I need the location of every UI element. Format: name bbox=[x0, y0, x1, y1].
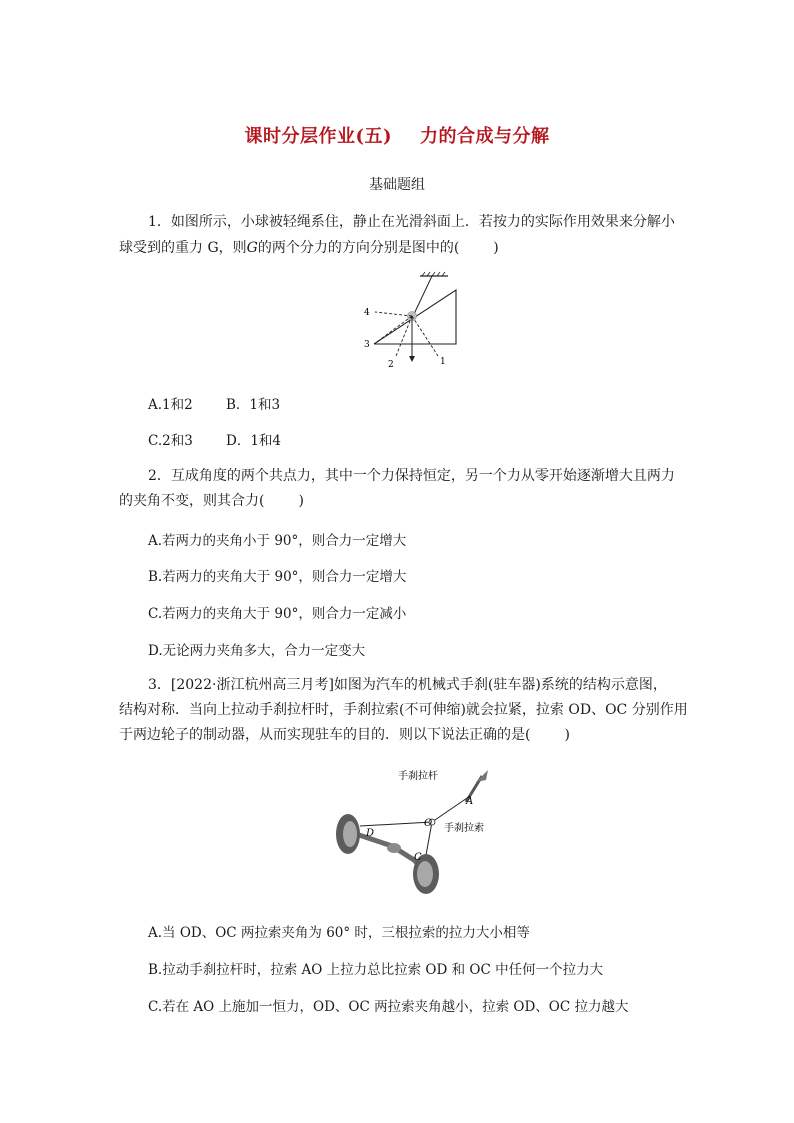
cable-od bbox=[360, 822, 432, 826]
q1-line2-c: ) bbox=[493, 240, 499, 256]
page-title bbox=[0, 122, 794, 148]
lever-grip bbox=[476, 770, 488, 782]
left-wheel-hub bbox=[343, 821, 357, 847]
q3-line1: 3．[2022·浙江杭州高三月考]如图为汽车的机械式手刹(驻车器)系统的结构示意图， bbox=[148, 677, 667, 693]
q2-option-d: D.无论两力夹角多大，合力一定变大 bbox=[148, 643, 366, 659]
q1-var-g: G bbox=[246, 240, 258, 256]
q2-option-a: A.若两力的夹角小于 90°，则合力一定增大 bbox=[148, 533, 407, 549]
q1-line2-b: 的两个分力的方向分别是图中的( bbox=[257, 240, 460, 256]
fig1-label-4: 4 bbox=[364, 308, 370, 318]
q2-line2-text: 的夹角不变，则其合力( bbox=[119, 493, 265, 509]
direction-lines bbox=[374, 312, 438, 356]
right-wheel-hub bbox=[417, 861, 433, 887]
ceiling-hatch bbox=[422, 272, 445, 276]
q1-option-c: C.2和3 bbox=[148, 433, 193, 449]
rope bbox=[414, 276, 432, 314]
q1-option-d: D．1和4 bbox=[226, 433, 282, 449]
fig1-label-1: 1 bbox=[440, 357, 446, 367]
q1-line2 bbox=[119, 236, 499, 260]
q3-option-c: C.若在 AO 上施加一恒力，OD、OC 两拉索夹角越小，拉索 OD、OC 拉力越大 bbox=[148, 999, 629, 1015]
q1-line1: 1．如图所示，小球被轻绳系住，静止在光滑斜面上．若按力的实际作用效果来分解小 bbox=[148, 214, 675, 230]
q2-line2-c: ) bbox=[298, 493, 304, 509]
q2-option-b: B.若两力的夹角大于 90°，则合力一定增大 bbox=[148, 569, 407, 585]
q2-line1: 2．互成角度的两个共点力，其中一个力保持恒定，另一个力从零开始逐渐增大且两力 bbox=[148, 468, 675, 484]
q3-line3-text: 于两边轮子的制动器，从而实现驻车的目的．则以下说法正确的是( bbox=[119, 727, 531, 743]
q3-option-a: A.当 OD、OC 两拉索夹角为 60° 时，三根拉索的拉力大小相等 bbox=[148, 925, 530, 941]
label-o: O bbox=[424, 818, 433, 829]
cable-ao bbox=[432, 796, 470, 822]
q3-line3-c: ) bbox=[564, 727, 570, 743]
label-handbrake-lever: 手刹拉杆 bbox=[398, 771, 438, 782]
label-c: C bbox=[414, 852, 422, 863]
label-handbrake-cable: 手刹拉索 bbox=[444, 823, 484, 834]
q3-figure-handbrake bbox=[326, 762, 520, 898]
q3-option-b: B.拉动手刹拉杆时，拉索 AO 上拉力总比拉索 OD 和 OC 中任何一个拉力大 bbox=[148, 962, 604, 978]
q1-option-b: B．1和3 bbox=[226, 397, 281, 413]
q1-figure-incline bbox=[362, 270, 466, 374]
title-part2: 力的合成与分解 bbox=[420, 126, 550, 147]
fig1-label-3: 3 bbox=[364, 340, 370, 350]
q1-line2-a: 球受到的重力 G，则 bbox=[119, 240, 247, 256]
fig1-label-2: 2 bbox=[388, 360, 394, 370]
label-a: A bbox=[466, 796, 474, 807]
title-part1: 课时分层作业(五) bbox=[244, 126, 393, 147]
q3-line2: 结构对称．当向上拉动手刹拉杆时，手刹拉索(不可伸缩)就会拉紧，拉索 OD、OC 分别作用 bbox=[119, 702, 688, 718]
q1-option-a: A.1和2 bbox=[148, 397, 193, 413]
q3-line3 bbox=[119, 723, 570, 747]
label-d: D bbox=[366, 828, 375, 839]
q2-line2 bbox=[119, 489, 304, 513]
differential bbox=[387, 843, 401, 853]
q2-option-c: C.若两力的夹角大于 90°，则合力一定减小 bbox=[148, 606, 407, 622]
gravity-arrowhead bbox=[409, 356, 415, 362]
section-heading: 基础题组 bbox=[369, 177, 425, 193]
